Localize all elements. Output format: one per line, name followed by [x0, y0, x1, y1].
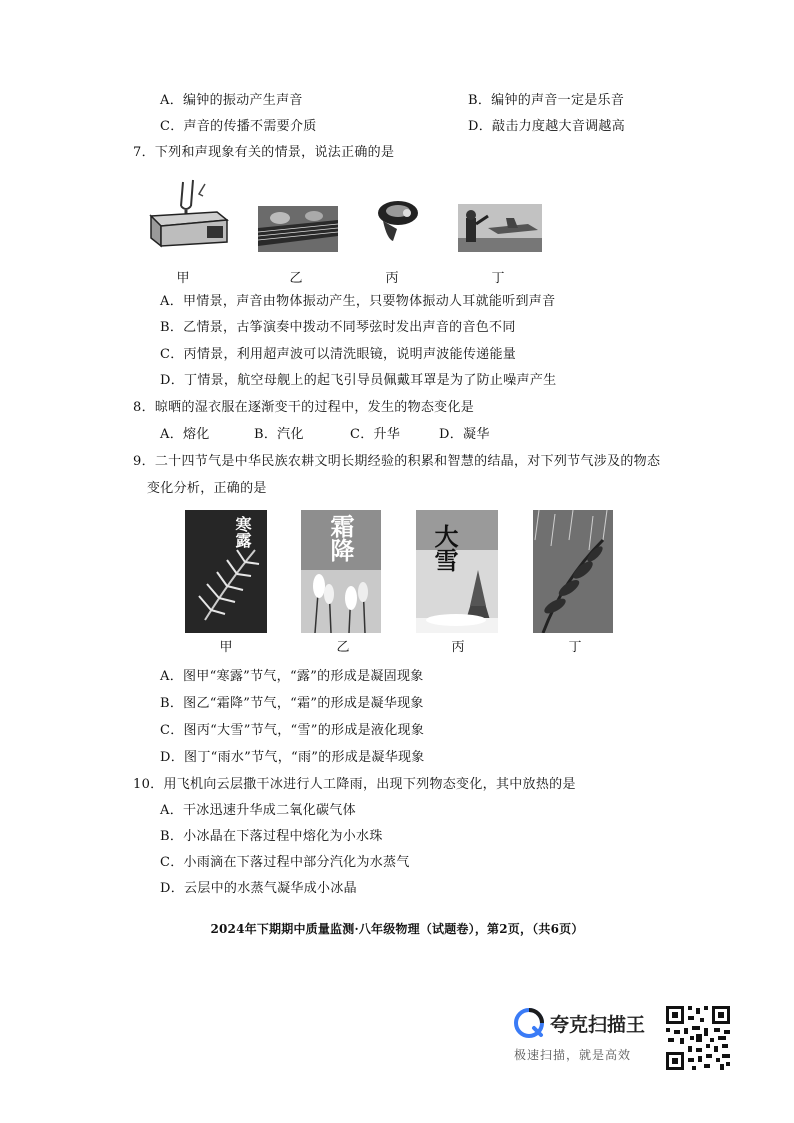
q9-image-bing-label: 大雪 — [430, 524, 459, 572]
q9-caption-yi: 乙 — [336, 640, 350, 655]
q7-caption-yi: 乙 — [289, 271, 303, 286]
q10-option-d: D．云层中的水蒸气凝华成小冰晶 — [160, 881, 357, 896]
q7-stem: 7．下列和声现象有关的情景，说法正确的是 — [133, 145, 395, 160]
q9-caption-bing: 丙 — [451, 640, 465, 655]
q10-option-a: A．干冰迅速升华成二氧化碳气体 — [160, 803, 356, 818]
q7-image-yi — [258, 206, 338, 252]
q7-caption-bing: 丙 — [385, 271, 399, 286]
q9-image-yi-label: 霜降 — [326, 514, 355, 562]
q8-option-d: D．凝华 — [439, 427, 490, 442]
page-footer: 2024年下期期中质量监测·八年级物理（试题卷），第2页，（共6页） — [210, 922, 584, 936]
scanner-brand-title: 夸克扫描王 — [550, 1014, 646, 1036]
qr-code — [664, 1004, 732, 1072]
q6-option-b: B．编钟的声音一定是乐音 — [468, 93, 625, 108]
q9-caption-ding: 丁 — [568, 640, 582, 655]
q10-option-b: B．小冰晶在下落过程中熔化为小水珠 — [160, 829, 383, 844]
q7-image-bing — [373, 199, 423, 243]
q7-caption-jia: 甲 — [176, 271, 190, 286]
q7-image-jia — [147, 176, 231, 248]
quark-scanner-logo-icon — [514, 1008, 544, 1038]
q7-option-d: D．丁情景，航空母舰上的起飞引导员佩戴耳罩是为了防止噪声产生 — [160, 373, 557, 388]
q8-option-a: A．熔化 — [160, 427, 210, 442]
q9-image-bing — [416, 510, 498, 633]
q9-caption-jia: 甲 — [219, 640, 233, 655]
q8-option-c: C．升华 — [350, 427, 401, 442]
q7-option-a: A．甲情景，声音由物体振动产生，只要物体振动人耳就能听到声音 — [160, 294, 556, 309]
q9-image-jia — [185, 510, 267, 633]
q7-image-ding — [458, 204, 542, 252]
q8-option-b: B．汽化 — [254, 427, 304, 442]
q9-stem-line2: 变化分析，正确的是 — [147, 481, 267, 496]
q9-image-yi — [301, 510, 381, 633]
scanner-watermark — [512, 1006, 662, 1076]
q6-option-d: D．敲击力度越大音调越高 — [468, 119, 626, 134]
q10-stem: 10．用飞机向云层撒干冰进行人工降雨，出现下列物态变化，其中放热的是 — [133, 777, 576, 792]
q9-stem-line1: 9．二十四节气是中华民族农耕文明长期经验的积累和智慧的结晶，对下列节气涉及的物态 — [133, 454, 661, 469]
q9-option-c: C．图丙“大雪”节气，“雪”的形成是液化现象 — [160, 723, 425, 738]
q8-stem: 8．晾晒的湿衣服在逐渐变干的过程中，发生的物态变化是 — [133, 400, 475, 415]
q6-option-a: A．编钟的振动产生声音 — [160, 93, 303, 108]
q9-option-a: A．图甲“寒露”节气，“露”的形成是凝固现象 — [160, 669, 424, 684]
q10-option-c: C．小雨滴在下落过程中部分汽化为水蒸气 — [160, 855, 410, 870]
q9-option-b: B．图乙“霜降”节气，“霜”的形成是凝华现象 — [160, 696, 424, 711]
scanner-brand-slogan: 极速扫描，就是高效 — [514, 1048, 632, 1062]
q9-image-ding — [533, 510, 613, 633]
q9-option-d: D．图丁“雨水”节气，“雨”的形成是凝华现象 — [160, 750, 425, 765]
q9-image-jia-label: 寒露 — [233, 516, 252, 548]
q7-option-b: B．乙情景，古筝演奏中拨动不同琴弦时发出声音的音色不同 — [160, 320, 516, 335]
q6-option-c: C．声音的传播不需要介质 — [160, 119, 317, 134]
q7-caption-ding: 丁 — [491, 271, 505, 286]
q7-option-c: C．丙情景，利用超声波可以清洗眼镜，说明声波能传递能量 — [160, 347, 517, 362]
